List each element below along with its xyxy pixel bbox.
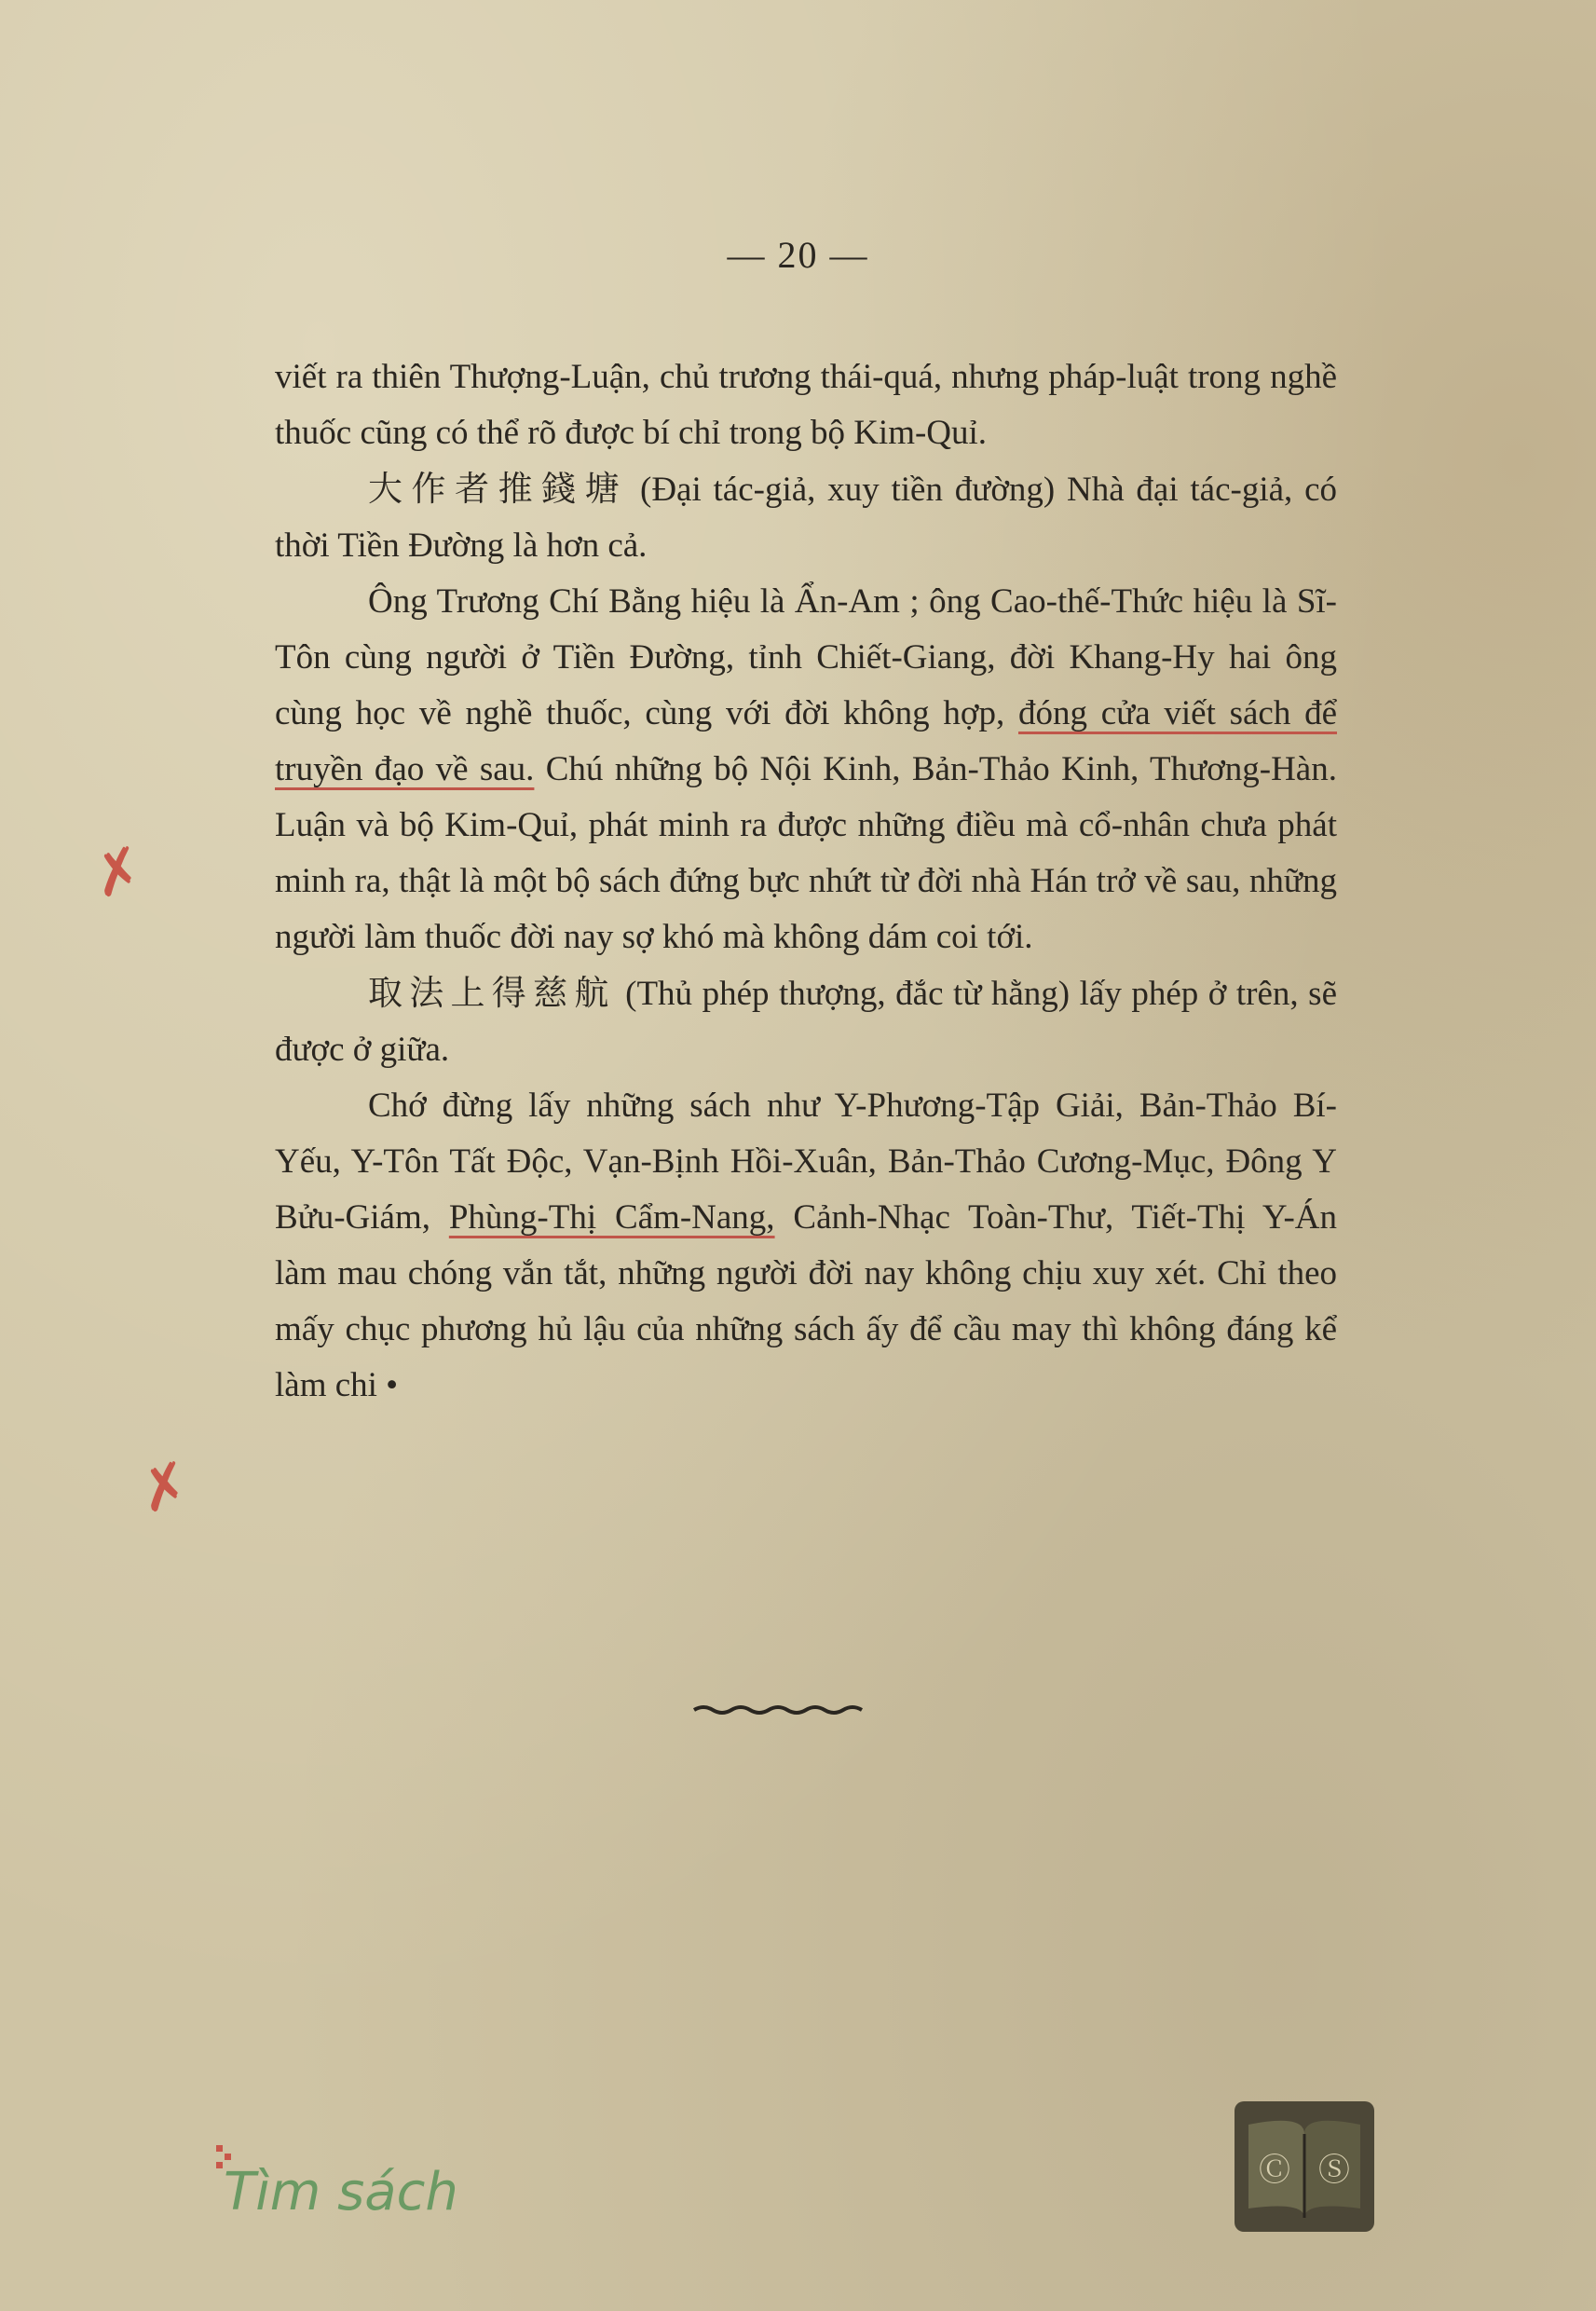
page-number: — 20 — <box>727 234 869 276</box>
chinese-quote: 取法上得慈航 <box>368 973 616 1013</box>
watermark-text: Tìm sách <box>224 2162 458 2222</box>
paragraph-5-text-after: Cảnh-Nhạc Toàn-Thư, Tiết-Thị Y-Án làm mau chóng vắn tắt, những người đời nay không chịu xuy xét. Chỉ theo mấy chục phương hủ lậu của những sách ấy để cầu may thì không đáng kể làm chi • <box>275 1198 1337 1404</box>
paragraph-3-text-after: Chú những bộ Nội Kinh, Bản-Thảo Kinh, Thương-Hàn. Luận và bộ Kim-Quỉ, phát minh ra được những điều mà cổ-nhân chưa phát minh ra, thật là một bộ sách đứng bực nhứt từ đời nhà Hán trở về sau, những người làm thuốc đời nay sợ khó mà không dám coi tới. <box>275 750 1337 956</box>
svg-text:Ⓒ: Ⓒ <box>1259 2152 1290 2189</box>
body-text <box>275 349 1337 1414</box>
paragraph-5 <box>275 1078 1337 1414</box>
paragraph-4-text: (Thủ phép thượng, đắc từ hằng) lấy phép ở trên, sẽ được ở giữa. <box>275 975 1338 1069</box>
paragraph-2-text: (Đại tác-giả, xuy tiền đường) Nhà đại tác-giả, có thời Tiền Đường là hơn cả. <box>275 471 1338 565</box>
ornament-divider <box>689 1701 876 1719</box>
paragraph-2 <box>275 461 1337 574</box>
paragraph-1: viết ra thiên Thượng-Luận, chủ trương thái-quá, nhưng pháp-luật trong nghề thuốc cũng có thể rõ được bí chỉ trong bộ Kim-Quỉ. <box>275 358 1337 452</box>
red-pen-mark: ✗ <box>85 833 152 913</box>
paragraph-4 <box>275 965 1337 1078</box>
paragraph-5-text-before: Chớ đừng lấy những sách như Y-Phương-Tập Giải, Bản-Thảo Bí-Yếu, Y-Tôn Tất Độc, Vạn-Bịnh Hồi-Xuân, Bản-Thảo Cương-Mục, Đông Y Bửu-Giám, <box>275 1087 1337 1237</box>
underlined-phrase: Phùng-Thị Cẩm-Nang, <box>448 1198 775 1237</box>
red-pen-mark: ✗ <box>131 1448 198 1528</box>
svg-text:Ⓢ: Ⓢ <box>1318 2152 1350 2189</box>
underlined-phrase: đóng cửa viết sách để truyền đạo về sau. <box>275 694 1337 788</box>
chinese-quote: 大作者推錢塘 <box>368 469 629 509</box>
paragraph-3 <box>275 574 1337 965</box>
book-seal-logo-icon <box>1230 2097 1379 2236</box>
paragraph-3-text-before: Ông Trương Chí Bằng hiệu là Ẩn-Am ; ông Cao-thế-Thức hiệu là Sĩ-Tôn cùng người ở Tiền Đường, tỉnh Chiết-Giang, đời Khang-Hy hai ông cùng học về nghề thuốc, cùng với đời không hợp, <box>275 582 1337 732</box>
